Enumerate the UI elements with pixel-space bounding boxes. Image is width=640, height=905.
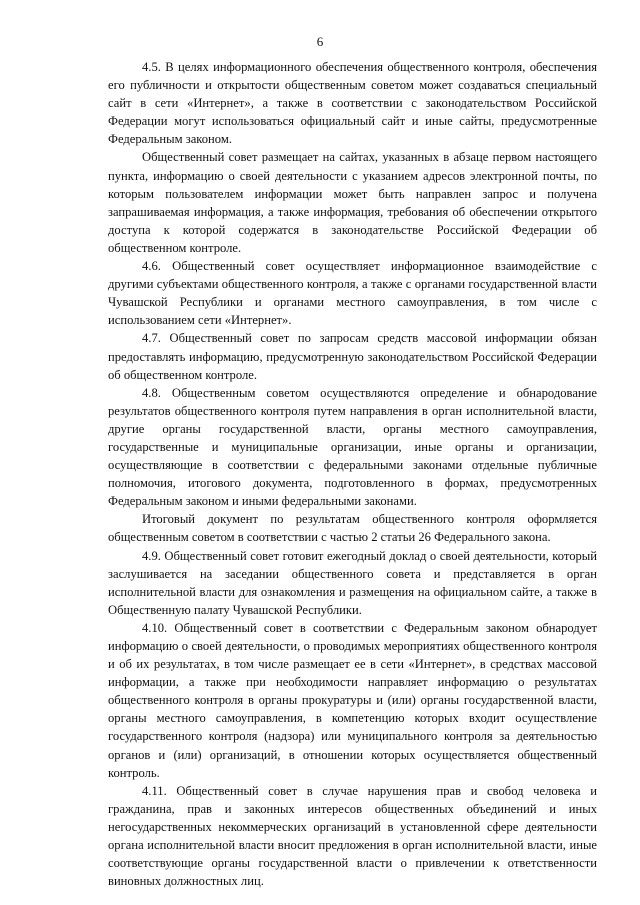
paragraph-4-5: 4.5. В целях информационного обеспечения общественного контроля, обеспечения его публичности и открытости общественным советом может создаваться специальный сайт в сети «Интернет», а также в соответствии с законодательством Российской Федерации могут использоваться официальный сайт и иные сайты, предусмотренные Федеральным законом. <box>108 60 597 147</box>
paragraph-4-8-second: Итоговый документ по результатам общественного контроля оформляется общественным советом в соответствии с частью 2 статьи 26 Федерального закона. <box>108 512 597 545</box>
paragraph-4-9: 4.9. Общественный совет готовит ежегодный доклад о своей деятельности, который заслушивается на заседании общественного совета и представляется в орган исполнительной власти для ознакомления и размещения на официальном сайте, а также в Общественную палату Чувашской Республики. <box>108 548 597 617</box>
paragraph-4-8: 4.8. Общественным советом осуществляются определение и обнародование результатов общественного контроля путем направления в орган исполнительной власти, другие органы государственной власти, органы местного самоуправления, государственные и муниципальные организации, иные органы и организации, осуществляющие в соответствии с федеральными законами отдельные публичные полномочия, итогового документа, подготовленного в формах, предусмотренных Федеральным законом и иными федеральными законами. <box>108 385 597 509</box>
paragraph-4-6: 4.6. Общественный совет осуществляет информационное взаимодействие с другими субъектами общественного контроля, а также с органами государственной власти Чувашской Республики и органами местного самоуправления, в том числе с использованием сети «Интернет». <box>108 259 597 328</box>
paragraph-4-5-second: Общественный совет размещает на сайтах, указанных в абзаце первом настоящего пункта, информацию о своей деятельности с указанием адресов электронной почты, по которым пользователем информации может быть направлен запрос и получена запрашиваемая информация, а также информация, требования об обеспечении открытого доступа к которой содержатся в законодательстве Российской Федерации об общественном контроле. <box>108 150 597 255</box>
paragraph-4-11: 4.11. Общественный совет в случае нарушения прав и свобод человека и гражданина, прав и законных интересов общественных объединений и иных негосударственных некоммерческих организаций в установленной сфере деятельности органа исполнительной власти вносит предложения в орган исполнительной власти, иные соответствующие органы государственной власти о привлечении к ответственности виновных должностных лиц. <box>108 783 597 889</box>
paragraph-4-10: 4.10. Общественный совет в соответствии с Федеральным законом обнародует информацию о своей деятельности, о проводимых мероприятиях общественного контроля и об их результатах, в том числе размещает ее в сети «Интернет», в средствах массовой информации, а также при необходимости направляет информацию о результатах общественного контроля в органы прокуратуры и (или) органы государственной власти, органы местного самоуправления, в компетенцию которых входит осуществление государственного контроля (надзора) или муниципального контроля за деятельностью органов и (или) организаций, в отношении которых осуществляется общественный контроль. <box>108 620 597 780</box>
paragraph-4-7: 4.7. Общественный совет по запросам средств массовой информации обязан предоставлять информацию, предусмотренную законодательством Российской Федерации об общественном контроле. <box>108 331 597 382</box>
document-body <box>108 58 597 890</box>
page-number: 6 <box>316 34 324 49</box>
